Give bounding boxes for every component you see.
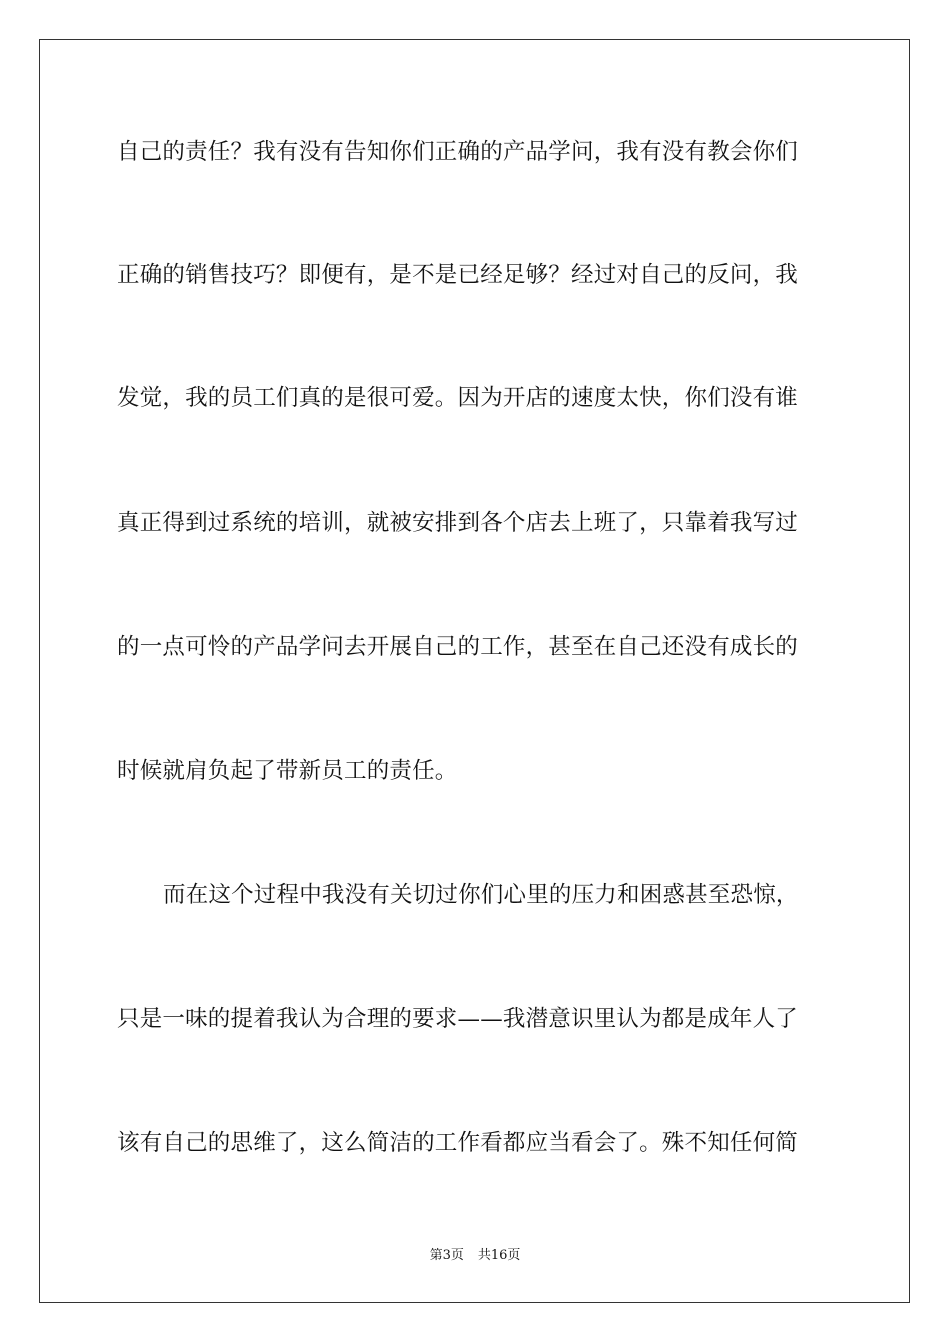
text-line: 该有自己的思维了，这么简洁的工作看都应当看会了。殊不知任何简 — [117, 1130, 799, 1156]
text-line: 只是一味的提着我认为合理的要求——我潜意识里认为都是成年人了 — [117, 1006, 799, 1032]
text-line: 发觉，我的员工们真的是很可爱。因为开店的速度太快，你们没有谁 — [117, 385, 799, 411]
text-line: 正确的销售技巧？即便有，是不是已经足够？经过对自己的反问，我 — [117, 262, 799, 288]
page-number: 第3页 — [429, 1248, 464, 1263]
page-footer — [0, 1247, 950, 1265]
page-total: 共16页 — [477, 1248, 521, 1263]
text-line: 的一点可怜的产品学问去开展自己的工作，甚至在自己还没有成长的 — [117, 634, 799, 660]
page-border — [39, 39, 910, 1303]
paragraph-first-line: 而在这个过程中我没有关切过你们心里的压力和困惑甚至恐惊， — [163, 882, 799, 908]
text-line: 真正得到过系统的培训，就被安排到各个店去上班了，只靠着我写过 — [117, 510, 799, 536]
text-line: 时候就肩负起了带新员工的责任。 — [117, 758, 458, 784]
text-line: 自己的责任？我有没有告知你们正确的产品学问，我有没有教会你们 — [117, 139, 799, 165]
